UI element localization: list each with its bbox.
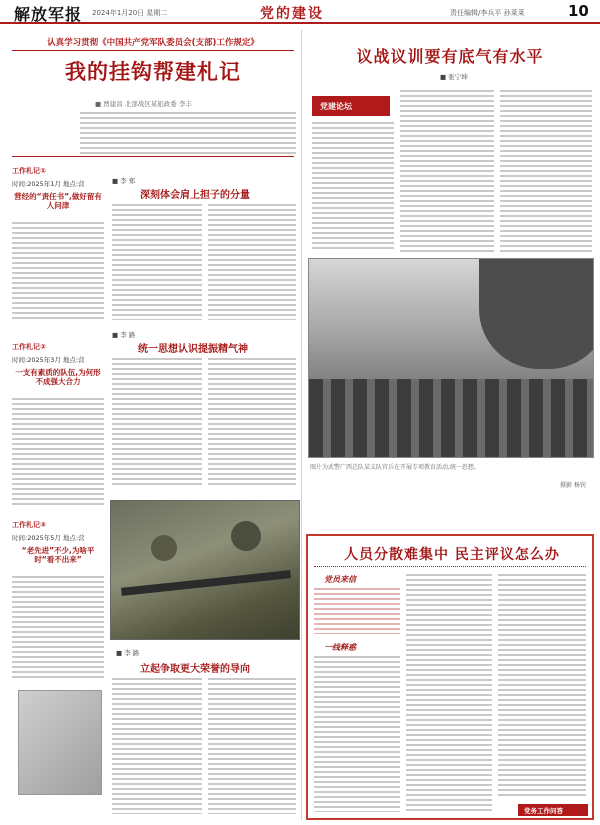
subsection-author: ■ 李 路 <box>116 649 140 657</box>
work-log-meta: 时间:2025年5月 地点:营 <box>12 534 85 542</box>
subsection-text <box>208 358 296 488</box>
subsection-title: 深刻体会肩上担子的分量 <box>140 190 250 201</box>
work-log-meta: 时间:2025年3月 地点:营 <box>12 356 85 364</box>
subsection-text <box>208 204 296 320</box>
divider <box>12 156 294 157</box>
arch-shape <box>479 258 594 369</box>
answer-text <box>406 574 492 812</box>
newspaper-logo: 解放军报 <box>14 5 83 24</box>
soldier-figure <box>151 535 177 561</box>
subsection-text <box>112 678 202 814</box>
answer-text <box>314 656 400 812</box>
subsection-title: 统一思想认识提振精气神 <box>138 344 248 355</box>
left-article-title: 我的挂钩帮建札记 <box>65 59 241 84</box>
subsection-title: 立起争取更大荣誉的导向 <box>140 664 250 675</box>
letter-text <box>314 588 400 634</box>
article-text <box>312 122 394 252</box>
work-log-text <box>12 576 104 680</box>
letter-tag: 党员来信 <box>324 575 356 584</box>
work-log-1 <box>12 166 104 211</box>
dotted-divider <box>314 566 586 567</box>
training-photo <box>308 258 594 458</box>
issue-date: 2024年1月20日 星期二 <box>92 9 168 17</box>
qa-footer-badge: 党务工作问答 <box>518 804 588 816</box>
work-log-3 <box>12 520 104 565</box>
subsection-text <box>112 204 202 320</box>
crowd-shape <box>309 379 594 458</box>
right-article-author: ■ 张宁坤 <box>440 73 468 81</box>
photo-caption: 图片为武警广西总队某支队官兵在开展专项教育活动,统一思想。 <box>310 464 480 471</box>
intro-text <box>80 112 296 154</box>
section-title: 党的建设 <box>260 6 324 22</box>
work-log-headline: 营经的“责任书”,做好留有人问津 <box>14 192 102 211</box>
work-log-meta: 时间:2025年1月 地点:营 <box>12 180 85 188</box>
page-number: 10 <box>568 2 589 20</box>
soldier-figure <box>231 521 261 551</box>
subsection-text <box>208 678 296 814</box>
answer-tag: 一线释惑 <box>324 643 356 652</box>
work-log-label: 工作札记③ <box>12 521 46 529</box>
left-article-byline: ■ 贾建昌 北部战区某旅政委 李丰 <box>95 100 192 108</box>
forum-badge: 党建论坛 <box>312 96 390 116</box>
article-text <box>500 90 592 252</box>
left-article-kicker: 认真学习贯彻《中国共产党军队委员会(支部)工作规定》 <box>47 38 259 48</box>
subsection-author: ■ 李 郑 <box>112 177 136 185</box>
photo-credit: 摄影 杨钊 <box>560 482 586 489</box>
work-log-headline: “老先进”不少,为啥平时“看不出来” <box>21 546 95 565</box>
rifle-shape <box>121 570 291 596</box>
answer-text <box>498 574 586 796</box>
right-article-title: 议战议训要有底气有水平 <box>356 47 544 66</box>
work-log-2 <box>12 342 104 387</box>
qa-title: 人员分散难集中 民主评议怎么办 <box>344 547 560 563</box>
work-log-label: 工作札记① <box>12 167 46 175</box>
portrait-photo <box>18 690 102 795</box>
work-log-headline: 一支有素质的队伍,为何形不成强大合力 <box>15 368 101 387</box>
divider <box>12 50 294 51</box>
work-log-text <box>12 398 104 508</box>
work-log-text <box>12 222 104 322</box>
soldiers-photo <box>110 500 300 640</box>
article-text <box>400 90 494 252</box>
subsection-author: ■ 李 路 <box>112 331 136 339</box>
editor-credit: 责任编辑/李兵平 孙莱莱 <box>450 9 525 17</box>
column-divider <box>301 30 302 820</box>
subsection-text <box>112 358 202 488</box>
work-log-label: 工作札记② <box>12 343 46 351</box>
masthead <box>0 0 600 24</box>
